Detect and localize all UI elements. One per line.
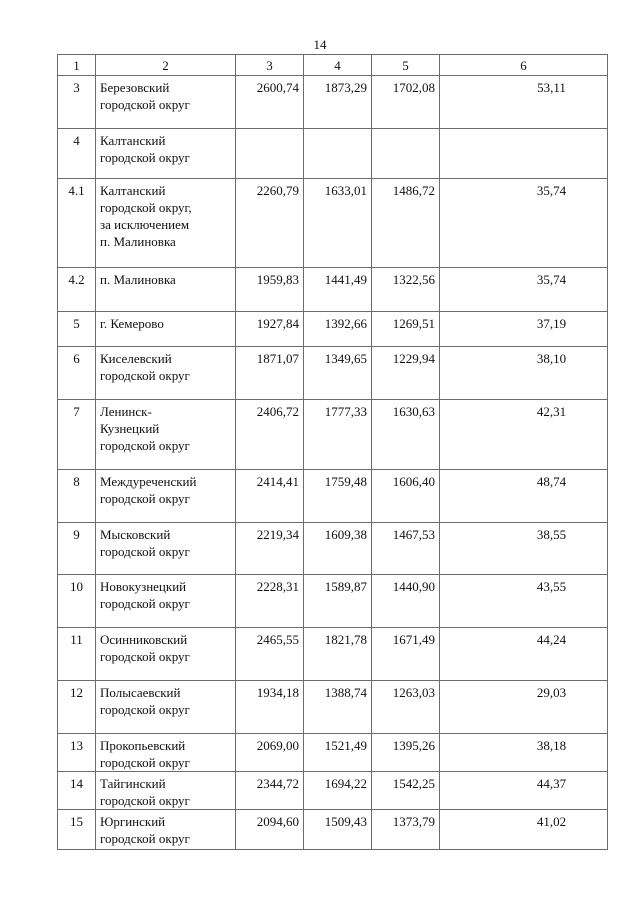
value-col4: 1349,65 (304, 347, 372, 400)
value-col3: 2094,60 (236, 810, 304, 850)
value-col5: 1630,63 (372, 400, 440, 470)
value-col4: 1821,78 (304, 628, 372, 681)
table-row (58, 129, 608, 179)
value-col5: 1486,72 (372, 179, 440, 268)
value-col4: 1759,48 (304, 470, 372, 523)
value-col6 (440, 129, 608, 179)
value-col3: 2414,41 (236, 470, 304, 523)
value-col5: 1671,49 (372, 628, 440, 681)
municipality-name: Калтанский городской округ, за исключением п. Малиновка (96, 179, 236, 268)
value-col6: 38,55 (440, 523, 608, 575)
value-col6: 48,74 (440, 470, 608, 523)
table-row (58, 179, 608, 268)
municipality-name: Новокузнецкий городской округ (96, 575, 236, 628)
row-number: 14 (58, 772, 96, 810)
table-row (58, 734, 608, 772)
row-number: 4 (58, 129, 96, 179)
column-header: 2 (96, 55, 236, 76)
municipality-name: г. Кемерово (96, 312, 236, 347)
value-col6: 38,10 (440, 347, 608, 400)
row-number: 10 (58, 575, 96, 628)
column-header: 1 (58, 55, 96, 76)
value-col4: 1392,66 (304, 312, 372, 347)
column-header: 3 (236, 55, 304, 76)
value-col4: 1509,43 (304, 810, 372, 850)
municipality-name: Калтанский городской округ (96, 129, 236, 179)
value-col4: 1521,49 (304, 734, 372, 772)
table-row (58, 268, 608, 312)
municipality-name: Березовский городской округ (96, 76, 236, 129)
value-col3: 2600,74 (236, 76, 304, 129)
row-number: 8 (58, 470, 96, 523)
value-col5: 1373,79 (372, 810, 440, 850)
municipality-name: Тайгинский городской округ (96, 772, 236, 810)
municipality-name: Киселевский городской округ (96, 347, 236, 400)
row-number: 7 (58, 400, 96, 470)
value-col5: 1395,26 (372, 734, 440, 772)
value-col4: 1388,74 (304, 681, 372, 734)
row-number: 12 (58, 681, 96, 734)
municipality-name: Междуреченский городской округ (96, 470, 236, 523)
row-number: 11 (58, 628, 96, 681)
value-col3: 1934,18 (236, 681, 304, 734)
value-col6: 43,55 (440, 575, 608, 628)
value-col5: 1269,51 (372, 312, 440, 347)
table-row (58, 76, 608, 129)
value-col3: 2219,34 (236, 523, 304, 575)
value-col6: 42,31 (440, 400, 608, 470)
value-col5: 1702,08 (372, 76, 440, 129)
row-number: 9 (58, 523, 96, 575)
value-col6: 41,02 (440, 810, 608, 850)
table-row (58, 312, 608, 347)
value-col6: 38,18 (440, 734, 608, 772)
value-col3: 2406,72 (236, 400, 304, 470)
table-row (58, 400, 608, 470)
table-row (58, 470, 608, 523)
value-col4: 1777,33 (304, 400, 372, 470)
value-col5: 1542,25 (372, 772, 440, 810)
table-row (58, 772, 608, 810)
table-header-row (58, 55, 608, 76)
row-number: 6 (58, 347, 96, 400)
value-col4 (304, 129, 372, 179)
value-col3: 2344,72 (236, 772, 304, 810)
value-col3: 2069,00 (236, 734, 304, 772)
municipality-name: Юргинский городской округ (96, 810, 236, 850)
value-col4: 1873,29 (304, 76, 372, 129)
value-col6: 44,24 (440, 628, 608, 681)
value-col3 (236, 129, 304, 179)
row-number: 3 (58, 76, 96, 129)
table-row (58, 523, 608, 575)
value-col4: 1633,01 (304, 179, 372, 268)
municipality-name: Осинниковский городской округ (96, 628, 236, 681)
value-col6: 53,11 (440, 76, 608, 129)
municipality-name: п. Малиновка (96, 268, 236, 312)
value-col5: 1467,53 (372, 523, 440, 575)
value-col6: 35,74 (440, 268, 608, 312)
column-header: 4 (304, 55, 372, 76)
value-col3: 2465,55 (236, 628, 304, 681)
municipality-name: Ленинск- Кузнецкий городской округ (96, 400, 236, 470)
page-number: 14 (313, 37, 327, 52)
table-row (58, 810, 608, 850)
table-row (58, 347, 608, 400)
value-col3: 1871,07 (236, 347, 304, 400)
value-col5: 1322,56 (372, 268, 440, 312)
value-col5: 1440,90 (372, 575, 440, 628)
column-header: 6 (440, 55, 608, 76)
value-col3: 2260,79 (236, 179, 304, 268)
row-number: 4.2 (58, 268, 96, 312)
value-col3: 1959,83 (236, 268, 304, 312)
row-number: 5 (58, 312, 96, 347)
value-col5 (372, 129, 440, 179)
value-col6: 29,03 (440, 681, 608, 734)
tariff-table (57, 54, 608, 850)
table-row (58, 628, 608, 681)
value-col5: 1229,94 (372, 347, 440, 400)
value-col3: 2228,31 (236, 575, 304, 628)
value-col6: 37,19 (440, 312, 608, 347)
table-row (58, 575, 608, 628)
column-header: 5 (372, 55, 440, 76)
row-number: 15 (58, 810, 96, 850)
value-col5: 1606,40 (372, 470, 440, 523)
row-number: 13 (58, 734, 96, 772)
value-col4: 1694,22 (304, 772, 372, 810)
value-col6: 44,37 (440, 772, 608, 810)
value-col5: 1263,03 (372, 681, 440, 734)
municipality-name: Полысаевский городской округ (96, 681, 236, 734)
value-col4: 1609,38 (304, 523, 372, 575)
value-col4: 1441,49 (304, 268, 372, 312)
row-number: 4.1 (58, 179, 96, 268)
value-col4: 1589,87 (304, 575, 372, 628)
table-row (58, 681, 608, 734)
value-col6: 35,74 (440, 179, 608, 268)
municipality-name: Прокопьевский городской округ (96, 734, 236, 772)
municipality-name: Мысковский городской округ (96, 523, 236, 575)
value-col3: 1927,84 (236, 312, 304, 347)
